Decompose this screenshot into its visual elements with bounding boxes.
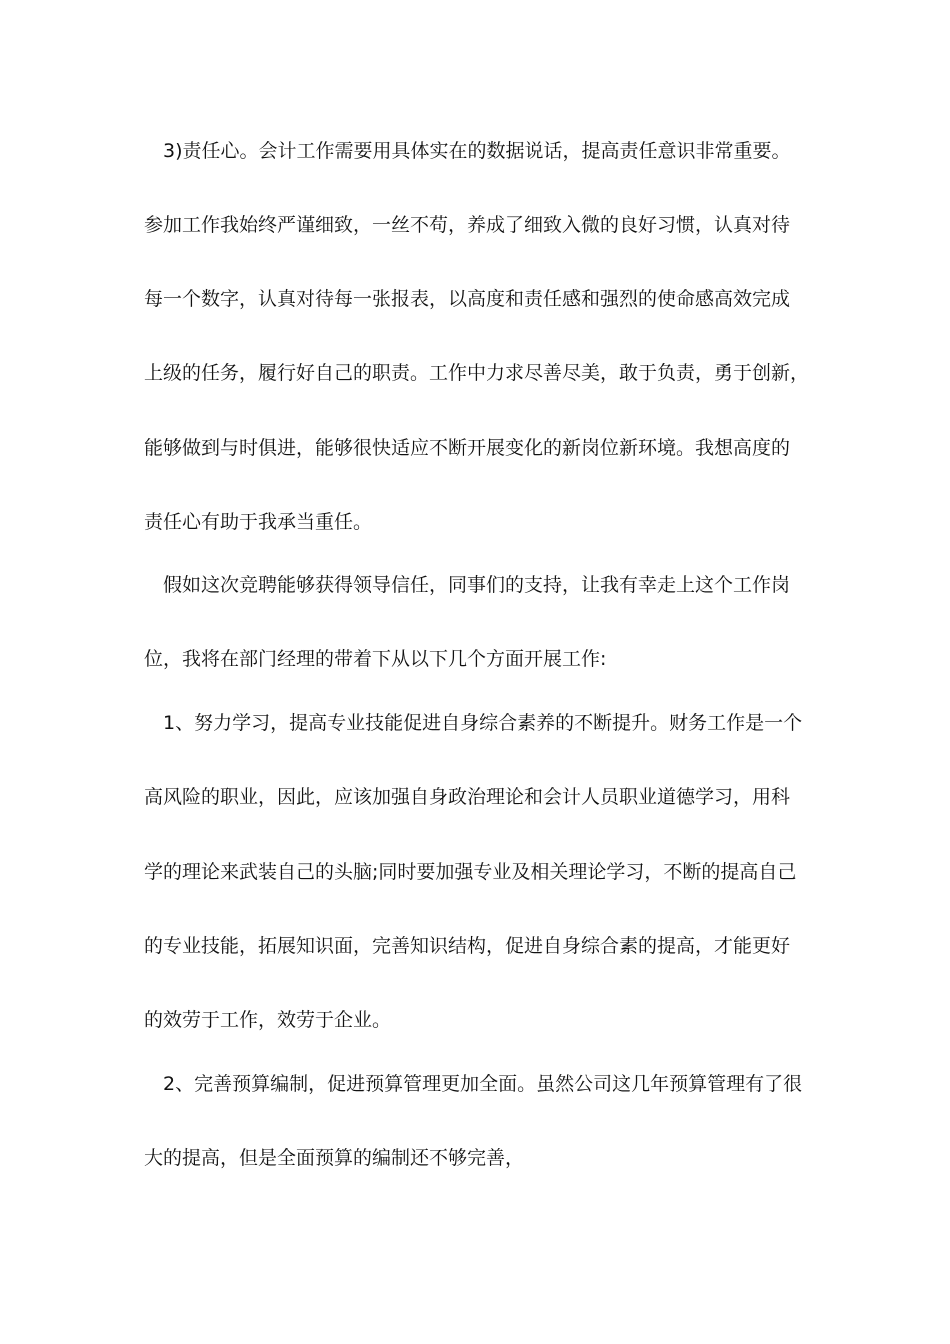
- paragraph-line: 责任心有助于我承当重任。: [144, 511, 373, 533]
- paragraph-line: 1、努力学习，提高专业技能促进自身综合素养的不断提升。财务工作是一个: [163, 712, 803, 734]
- paragraph-line: 位，我将在部门经理的带着下从以下几个方面开展工作:: [144, 648, 607, 670]
- paragraph-line: 学的理论来武装自己的头脑;同时要加强专业及相关理论学习，不断的提高自己: [144, 861, 797, 883]
- paragraph-line: 2、完善预算编制，促进预算管理更加全面。虽然公司这几年预算管理有了很: [163, 1073, 803, 1095]
- paragraph-line: 每一个数字，认真对待每一张报表，以高度和责任感和强烈的使命感高效完成: [144, 288, 791, 310]
- paragraph-line: 的专业技能，拓展知识面，完善知识结构，促进自身综合素的提高，才能更好: [144, 935, 791, 957]
- paragraph-line: 假如这次竞聘能够获得领导信任，同事们的支持，让我有幸走上这个工作岗: [163, 574, 791, 596]
- paragraph-line: 参加工作我始终严谨细致，一丝不苟，养成了细致入微的良好习惯，认真对待: [144, 214, 791, 236]
- paragraph-line: 的效劳于工作，效劳于企业。: [144, 1009, 392, 1031]
- paragraph-line: 大的提高，但是全面预算的编制还不够完善，: [144, 1147, 525, 1169]
- paragraph-line: 上级的任务，履行好自己的职责。工作中力求尽善尽美，敢于负责，勇于创新，: [144, 362, 810, 384]
- paragraph-line: 高风险的职业，因此，应该加强自身政治理论和会计人员职业道德学习，用科: [144, 786, 791, 808]
- paragraph-line: 3)责任心。会计工作需要用具体实在的数据说话，提高责任意识非常重要。: [163, 140, 791, 162]
- paragraph-line: 能够做到与时俱进，能够很快适应不断开展变化的新岗位新环境。我想高度的: [144, 437, 791, 459]
